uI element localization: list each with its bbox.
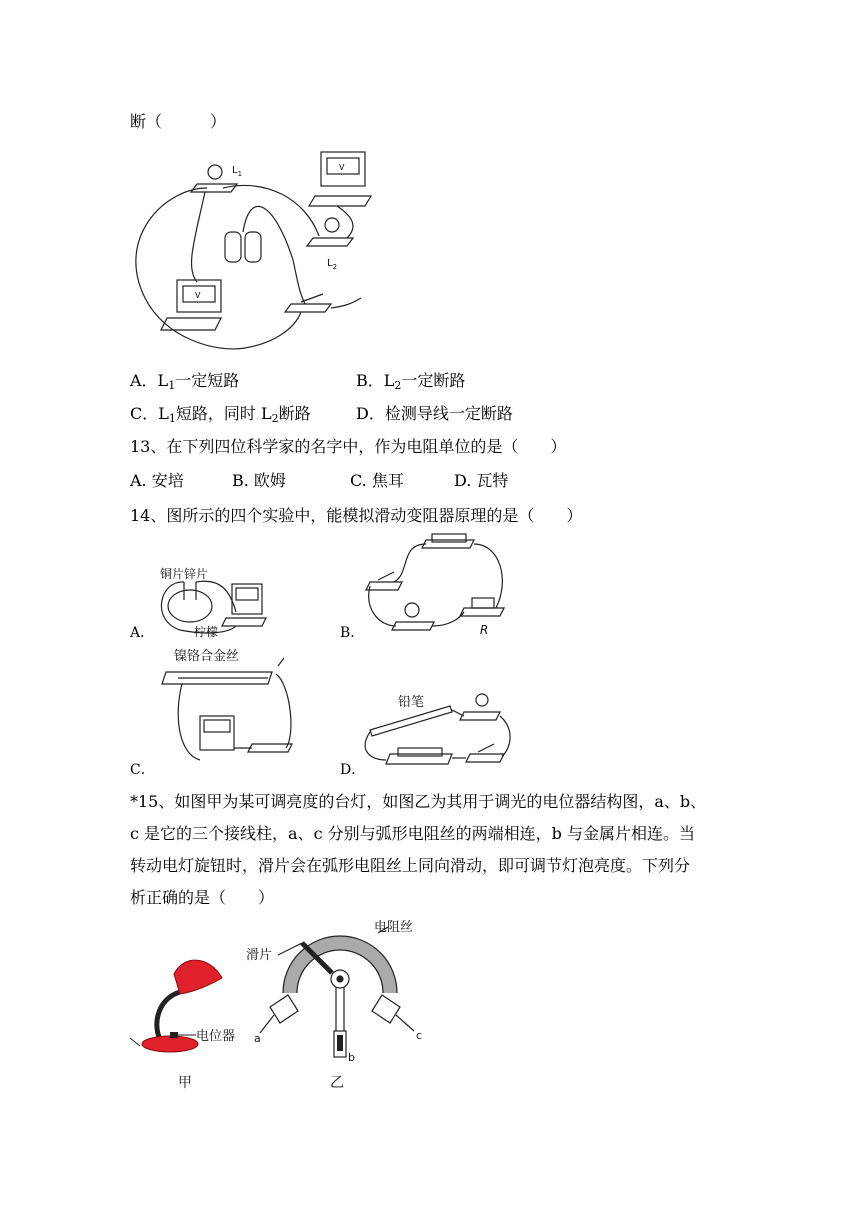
fig-c-wire-label: 镍铬合金丝 <box>174 649 240 664</box>
q13-option-d: D. 瓦特 <box>454 471 509 490</box>
q14-label-b: B． <box>340 625 365 641</box>
q13-option-b: B. 欧姆 <box>232 471 286 490</box>
q15-stem-line-4: 析正确的是（ ） <box>130 888 275 907</box>
fig-a-bottom-label: 柠檬 <box>194 625 219 639</box>
l2-label: L <box>327 258 333 269</box>
q14-fig-d <box>360 690 520 776</box>
q13-option-a: A. 安培 <box>130 471 184 490</box>
q13-stem: 13、在下列四位科学家的名字中，作为电阻单位的是（ ） <box>130 437 567 456</box>
potentiometer-label: 电位器 <box>196 1029 236 1044</box>
svg-text:L1: $L_1$ <box>232 165 243 178</box>
q14-fig-b <box>360 530 510 640</box>
q13-option-c: C. 焦耳 <box>350 471 404 490</box>
terminal-c-label: c <box>416 1029 423 1042</box>
terminal-b-label: b <box>348 1051 355 1064</box>
slider-label: 滑片 <box>246 948 273 963</box>
l1-label: L <box>232 165 238 176</box>
q12-option-d: D．检测导线一定断路 <box>356 404 513 423</box>
q12-stem-tail: 断（ ） <box>130 112 227 131</box>
q15-stem-line-1: *15、如图甲为某可调亮度的台灯，如图乙为其用于调光的电位器结构图，a、b、 <box>130 792 707 811</box>
q15-stem-line-3: 转动电灯旋钮时，滑片会在弧形电阻丝上同向滑动，即可调节灯泡亮度。下列分 <box>130 856 691 875</box>
q14-label-c: C． <box>130 762 155 778</box>
q12-option-b: B．$L_2$一定断路 <box>356 371 466 392</box>
meter-label-top: V <box>339 163 345 172</box>
fig-a-top-label: 铜片锌片 <box>160 567 209 581</box>
q15-fig-yi-potentiometer <box>240 915 440 1091</box>
q12-option-a: A．$L_1$一定短路 <box>130 371 240 392</box>
q15-stem-line-2: c 是它的三个接线柱，a、c 分别与弧形电阻丝的两端相连，b 与金属片相连。当 <box>130 824 695 843</box>
q15-fig-jia-desk-lamp <box>130 950 250 1092</box>
q14-fig-c <box>160 644 310 770</box>
terminal-a-label: a <box>254 1032 261 1045</box>
fig-jia-caption: 甲 <box>178 1075 192 1091</box>
q15-stem <box>130 786 740 914</box>
fig-b-r-label: R <box>480 623 489 637</box>
fig-d-pencil-label: 铅笔 <box>398 695 425 710</box>
q12-circuit-figure <box>125 148 385 358</box>
q14-label-a: A． <box>130 625 155 641</box>
q12-option-c: C．$L_1$短路，同时 $L_2$断路 <box>130 404 311 425</box>
meter-label-bottom: V <box>195 291 201 300</box>
q14-label-d: D． <box>340 762 366 778</box>
q14-stem: 14、图所示的四个实验中，能模拟滑动变阻器原理的是（ ） <box>130 506 583 525</box>
svg-text:L2: $L_2$ <box>327 258 338 271</box>
resistance-wire-label: 电阻丝 <box>374 920 414 935</box>
fig-yi-caption: 乙 <box>330 1075 344 1091</box>
q14-fig-a <box>150 560 270 640</box>
